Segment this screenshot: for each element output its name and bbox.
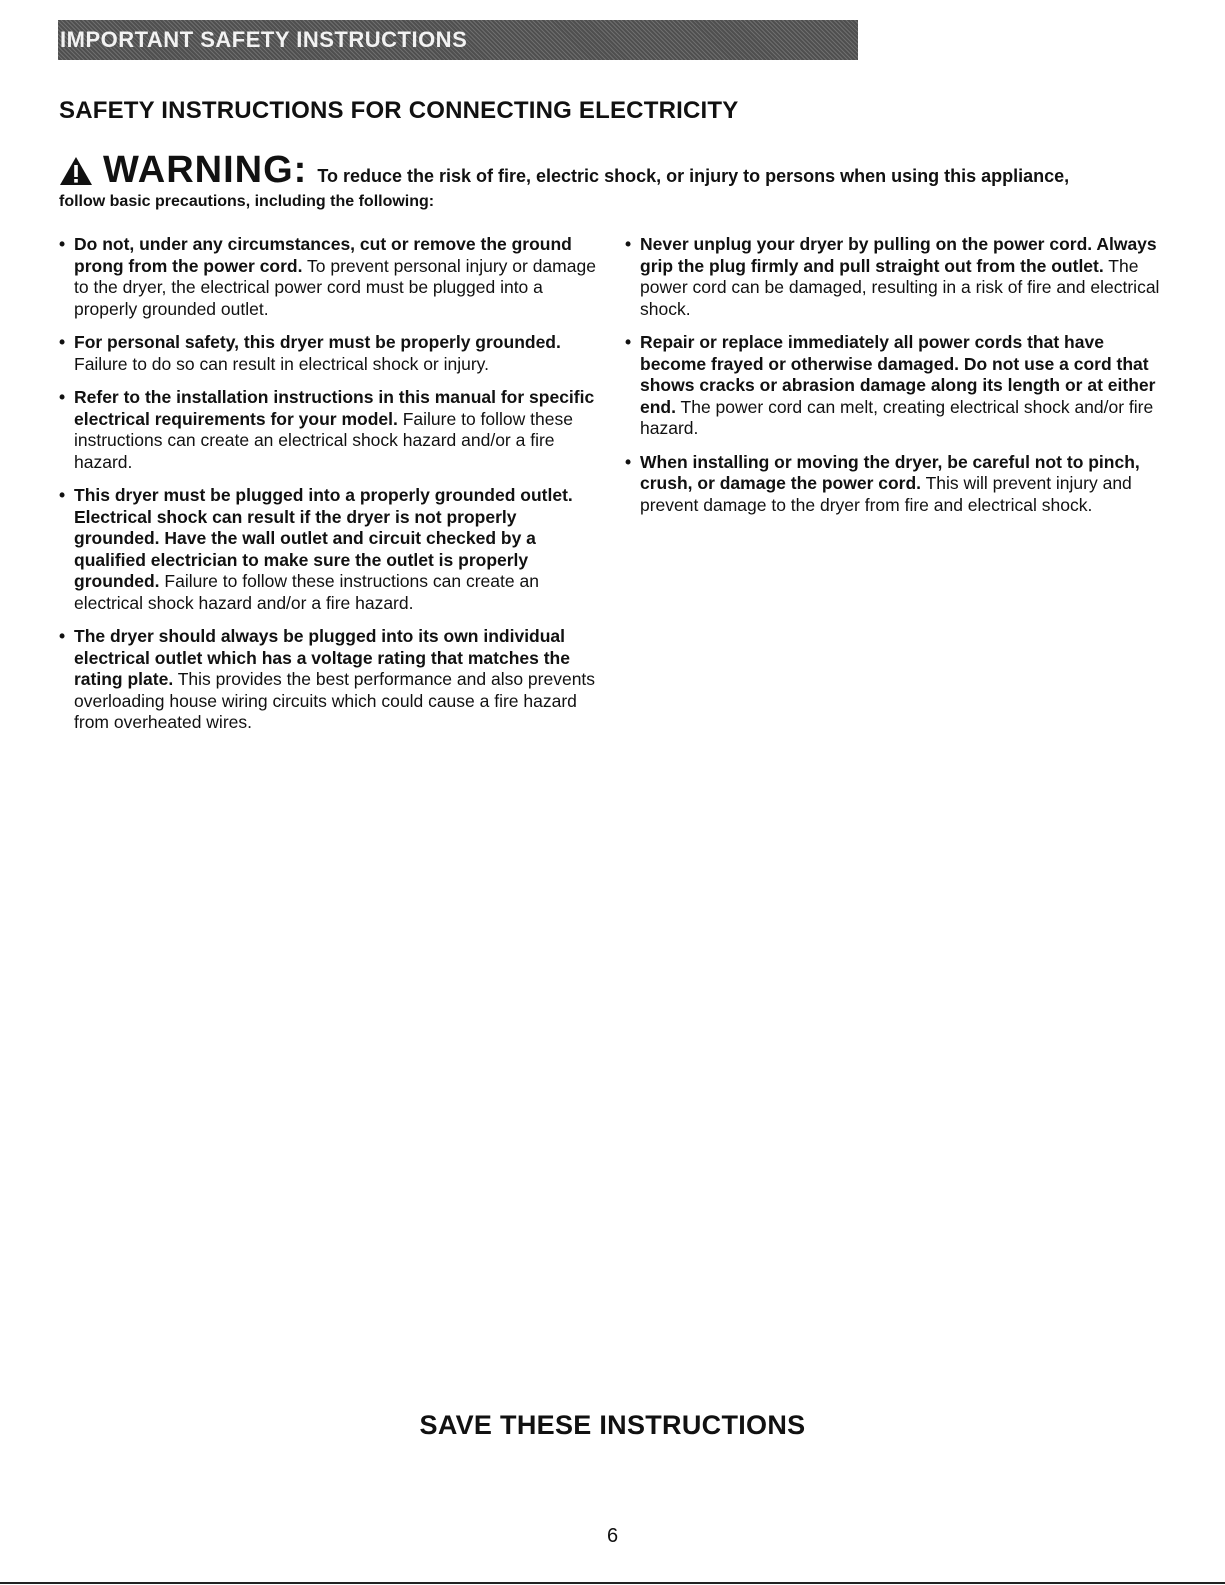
- list-item: • The dryer should always be plugged into its own individual electrical outlet which has a voltage rating that matches the rating plate. This provides the best performance and also prevents overloading house wiring circuits which could cause a fire hazard from overheated wires.: [59, 626, 599, 734]
- section-title: SAFETY INSTRUCTIONS FOR CONNECTING ELECTRICITY: [59, 97, 739, 124]
- right-column: [625, 234, 1170, 528]
- list-item: • Refer to the installation instructions in this manual for specific electrical requirements for your model. Failure to follow these instructions can create an electrical shock hazard and/or a fire hazard.: [59, 387, 599, 473]
- warning-continuation-text: follow basic precautions, including the following:: [59, 193, 435, 210]
- list-item: • Do not, under any circumstances, cut or remove the ground prong from the power cord. To prevent personal injury or damage to the dryer, the electrical power cord must be plugged into a properly grounded outlet.: [59, 234, 599, 320]
- list-item: • When installing or moving the dryer, be careful not to pinch, crush, or damage the power cord. This will prevent injury and prevent damage to the dryer from fire and electrical shock.: [625, 452, 1170, 517]
- left-column: [59, 234, 599, 746]
- save-instructions-heading: SAVE THESE INSTRUCTIONS: [419, 1410, 806, 1440]
- warning-block: [59, 150, 1159, 214]
- warning-triangle-icon: [59, 156, 93, 186]
- warning-word: WARNING:: [103, 149, 308, 191]
- warning-lead-text: To reduce the risk of fire, electric shock, or injury to persons when using this appliance,: [317, 166, 1070, 186]
- list-item: • This dryer must be plugged into a properly grounded outlet. Electrical shock can result if the dryer is not properly grounded. Have the wall outlet and circuit checked by a qualified electrician to make sure the outlet is properly grounded. Failure to follow these instructions can create an electrical shock hazard and/or a fire hazard.: [59, 485, 599, 614]
- list-item: • Never unplug your dryer by pulling on the power cord. Always grip the plug firmly and pull straight out from the outlet. The power cord can be damaged, resulting in a risk of fire and electrical shock.: [625, 234, 1170, 320]
- banner-title: IMPORTANT SAFETY INSTRUCTIONS: [60, 27, 468, 52]
- page-number: 6: [606, 1525, 619, 1547]
- header-banner: [58, 20, 858, 60]
- bottom-divider: [0, 1582, 1225, 1584]
- list-item: • For personal safety, this dryer must be properly grounded. Failure to do so can result in electrical shock or injury.: [59, 332, 599, 375]
- list-item: • Repair or replace immediately all power cords that have become frayed or otherwise damaged. Do not use a cord that shows cracks or abrasion damage along its length or at either end. The power cord can melt, creating electrical shock and/or fire hazard.: [625, 332, 1170, 440]
